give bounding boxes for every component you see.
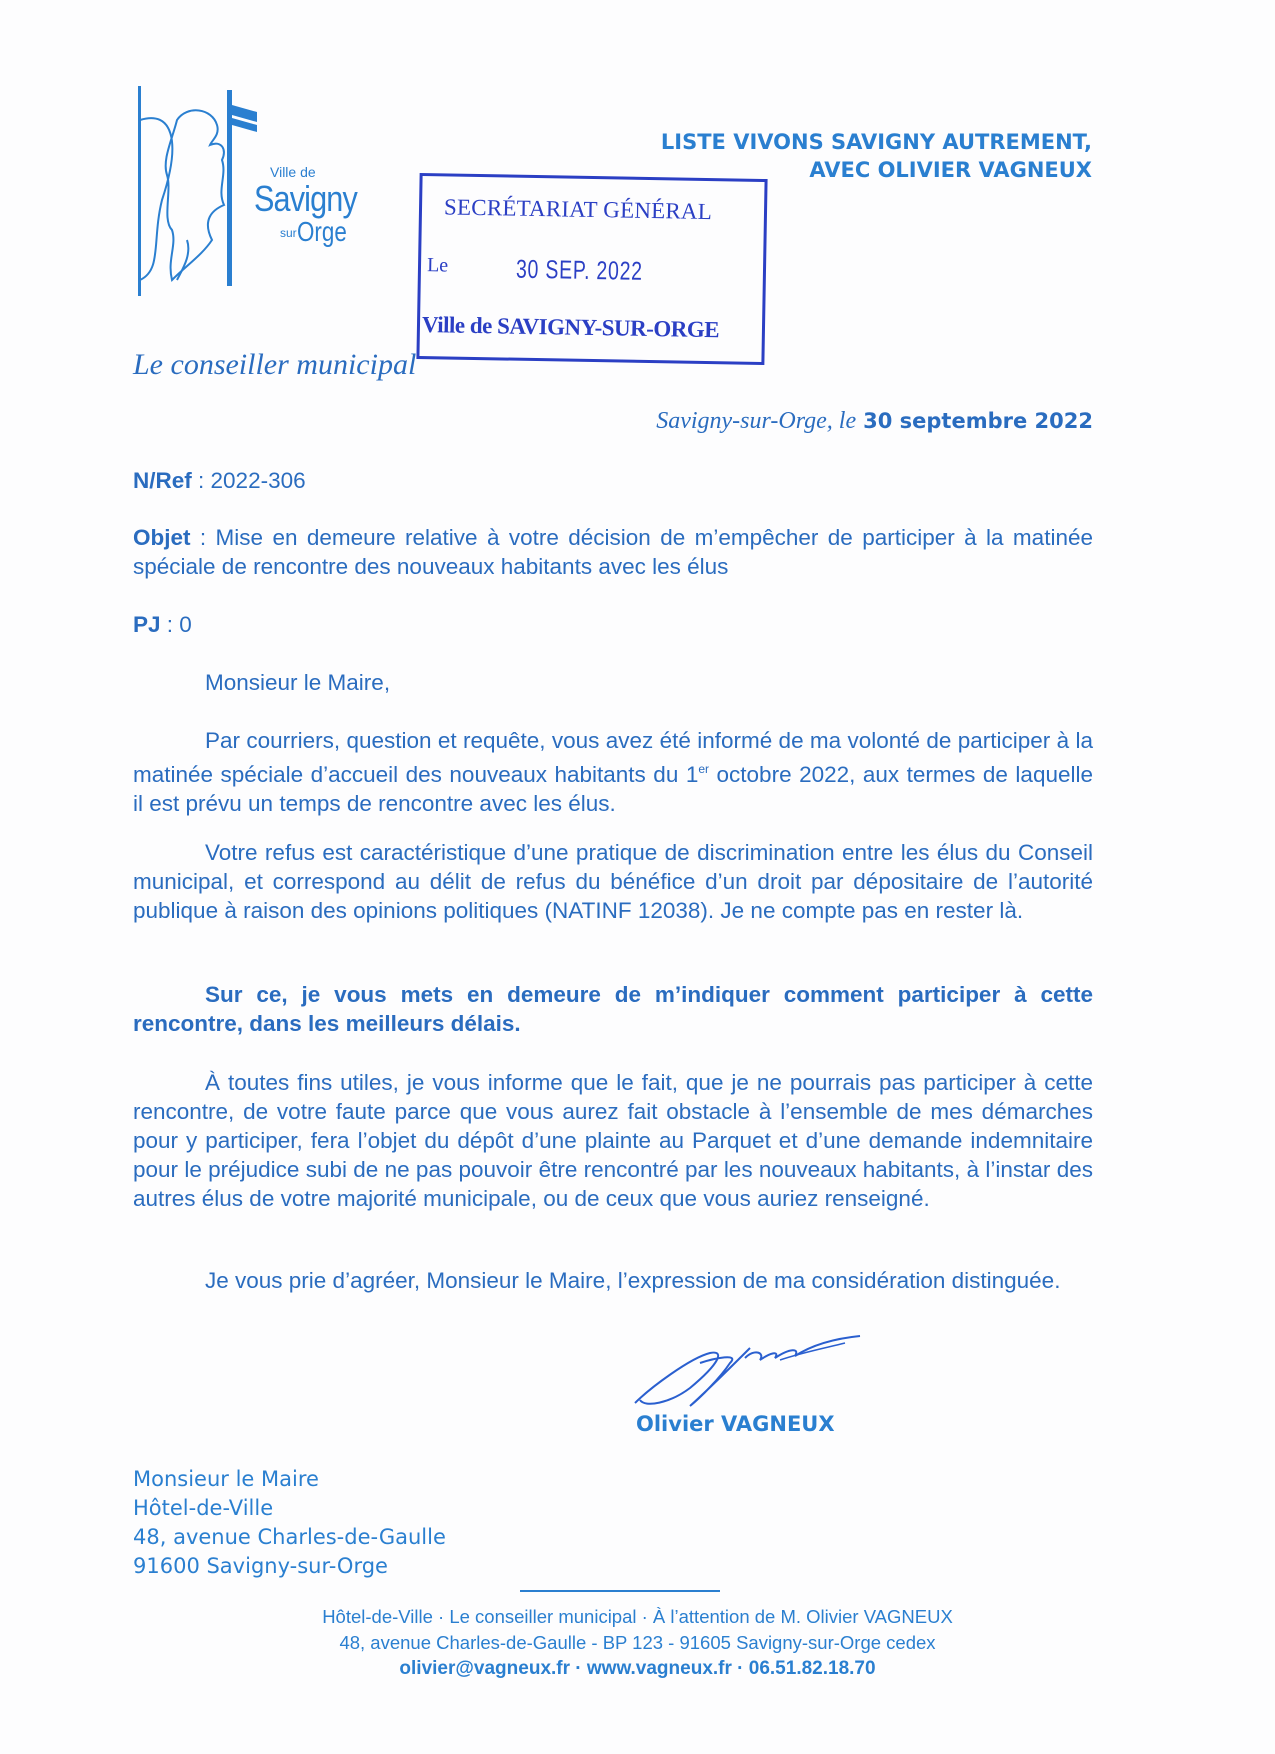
footer-line-1: Hôtel-de-Ville · Le conseiller municipal · À l’attention de M. Olivier VAGNEUX: [322, 1606, 953, 1627]
attachments-value: 0: [179, 612, 192, 637]
date-line: [656, 408, 1093, 435]
closing-paragraph: Je vous prie d’agréer, Monsieur le Maire, l’expression de ma considération distinguée.: [205, 1268, 1061, 1293]
paragraph-2: Votre refus est caractéristique d’une pratique de discrimination entre les élus du Conseil municipal, et correspond au délit de refus du bénéfice d’un droit par dépositaire de l’autorité publique à raison des opinions politiques (NATINF 12038). Je ne compte pas en rester là.: [133, 840, 1093, 923]
footer-divider: [520, 1590, 720, 1592]
subject-separator: :: [190, 525, 216, 550]
logo-savigny: Savigny: [254, 178, 357, 219]
footer-line-2: 48, avenue Charles-de-Gaulle - BP 123 - 91605 Savigny-sur-Orge cedex: [339, 1632, 936, 1653]
paragraph-3-formal-notice: Sur ce, je vous mets en demeure de m’indiquer comment participer à cette rencontre, dans les meilleurs délais.: [133, 982, 1093, 1036]
date-value: 30 septembre 2022: [863, 409, 1093, 433]
logo-sur: sur: [280, 226, 297, 240]
reception-stamp: [416, 173, 767, 365]
attachments-line: [133, 610, 1093, 639]
reference-value: 2022-306: [210, 468, 306, 493]
city-logo: [132, 80, 372, 300]
salutation: Monsieur le Maire,: [205, 670, 391, 695]
stamp-ville: Ville de SAVIGNY-SUR-ORGE: [421, 312, 720, 343]
paragraph-1-text-a: Par courriers, question et requête, vous avez été informé de ma volonté de participer à la matinée spéciale d’accueil des nouveaux habitants du 1: [133, 728, 1093, 787]
attachments-separator: :: [160, 612, 180, 637]
paragraph-4: À toutes fins utiles, je vous informe que le fait, que je ne pourrais pas participer à cette rencontre, de votre faute parce que vous aurez fait obstacle à l’ensemble de mes démarches pour y participer, fera l’objet du dépôt d’une plainte au Parquet et d’une demande indemnitaire pour le préjudice subi de ne pas pouvoir être rencontré par les nouveaux habitants, à l’instar des autres élus de votre majorité municipale, ou de ceux que vous auriez renseigné.: [133, 1070, 1093, 1211]
logo-ville-de: Ville de: [270, 164, 316, 180]
list-header-line2: AVEC OLIVIER VAGNEUX: [809, 158, 1092, 182]
date-place: Savigny-sur-Orge, le: [656, 408, 857, 434]
recipient-address: [133, 1465, 446, 1581]
reference-line: [133, 466, 1093, 495]
list-header-line1: LISTE VIVONS SAVIGNY AUTREMENT,: [660, 130, 1092, 154]
recipient-line-2: Hôtel-de-Ville: [133, 1496, 274, 1520]
handwritten-signature: [630, 1318, 870, 1408]
footer: [0, 1604, 1275, 1682]
sender-title: Le conseiller municipal: [133, 348, 417, 381]
stamp-le: Le: [426, 254, 449, 277]
paragraph-1-text-b: octobre 2022, aux termes de laquelle il est prévu un temps de rencontre avec les élus.: [133, 762, 1094, 816]
footer-contact: olivier@vagneux.fr · www.vagneux.fr · 06.51.82.18.70: [399, 1658, 876, 1679]
reference-separator: :: [191, 468, 211, 493]
subject-value: Mise en demeure relative à votre décision de m’empêcher de participer à la matinée spéciale de rencontre des nouveaux habitants avec les élus: [133, 525, 1093, 579]
list-header: [661, 128, 1092, 184]
paragraph-1: [133, 726, 1093, 818]
subject-label: Objet: [133, 525, 191, 550]
paragraph-1-superscript: er: [698, 762, 710, 776]
signer-name: Olivier VAGNEUX: [636, 1412, 835, 1436]
recipient-line-3: 48, avenue Charles-de-Gaulle: [133, 1525, 446, 1549]
flag-icon: [232, 100, 262, 140]
stamp-title: SECRÉTARIAT GÉNÉRAL: [443, 194, 713, 225]
logo-orge: Orge: [297, 216, 347, 247]
attachments-label: PJ: [133, 612, 161, 637]
recipient-line-1: Monsieur le Maire: [133, 1467, 319, 1491]
recipient-line-4: 91600 Savigny-sur-Orge: [133, 1554, 388, 1578]
stamp-date: 30 SEP. 2022: [515, 253, 644, 286]
reference-label: N/Ref: [133, 468, 192, 493]
subject-line: [133, 523, 1093, 581]
